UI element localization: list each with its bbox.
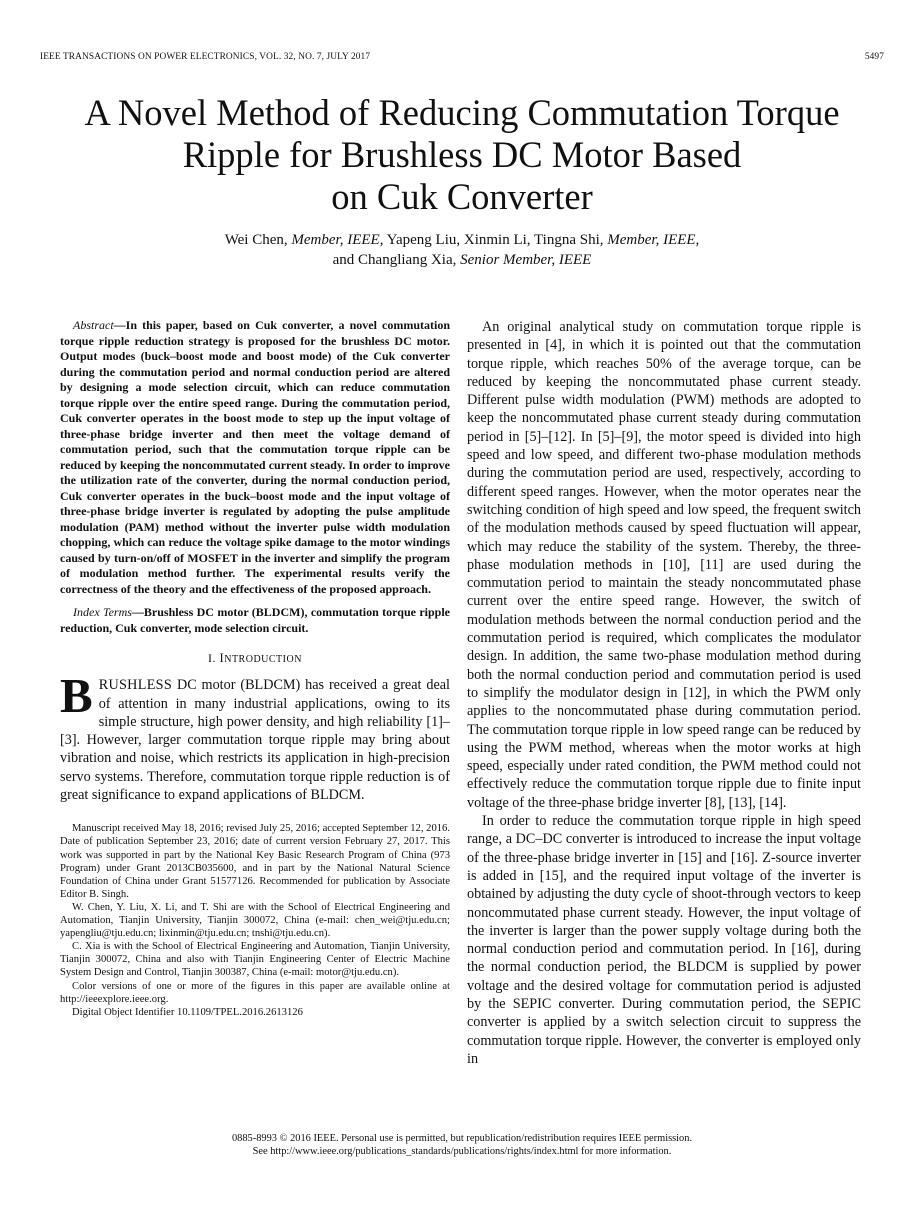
- title-block: [40, 92, 884, 270]
- abstract-text: —In this paper, based on Cuk converter, a novel commutation torque ripple reduction strategy is proposed for the brushless DC motor. Output modes (buck–boost mode and boost mode) of the Cuk converter during the commutation period and normal conduction period are altered by designing a mode selection circuit, which can reduce commutation torque ripple over the entire speed range. During the commutation period, Cuk converter operates in the boost mode to step up the input voltage of three-phase bridge inverter and then meet the voltage demand of commutation period, such that the commutation torque ripple can be reduced by keeping the noncommutated current steady. In order to improve the utilization rate of the converter, during the normal conduction period, Cuk converter operates in the buck–boost mode and the input voltage of three-phase bridge inverter is regulated by adopting the pulse amplitude modulation (PAM) method without the inverter pulse width modulation chopping, which can reduce the voltage spike damage to the motor windings caused by turn-on/off of MOSFET in the inverter and simplify the program of modulation method further. The experimental results verify the correctness of the theory and the effectiveness of the proposed approach.: [60, 318, 450, 596]
- section-number: I.: [208, 651, 220, 665]
- intro-paragraph: [60, 668, 450, 804]
- permissions-line: See http://www.ieee.org/publications_standards/publications/rights/index.html for more information.: [252, 1146, 672, 1157]
- index-terms: [60, 605, 450, 636]
- journal-name: IEEE TRANSACTIONS ON POWER ELECTRONICS, VOL. 32, NO. 7, JULY 2017: [40, 52, 371, 62]
- footnote-affiliation-1: W. Chen, Y. Liu, X. Li, and T. Shi are with the School of Electrical Engineering and Automation, Tianjin University, Tianjin 300072, China (e-mail: chen_wei@tju.edu.cn; yapengliu@tju.edu.cn; lixinmin@tju.edu.cn; tnshi@tju.edu.cn).: [60, 901, 450, 940]
- author-5-role: , Senior Member, IEEE: [452, 252, 592, 268]
- index-terms-label: Index Terms: [73, 605, 132, 619]
- paper-title: [40, 92, 884, 218]
- copyright-footer: [40, 1132, 884, 1158]
- title-line-1: A Novel Method of Reducing Commutation Torque: [84, 92, 840, 133]
- running-head: [40, 52, 884, 62]
- author-list: [40, 230, 884, 270]
- left-column: [60, 318, 450, 1019]
- author-2-4-role: , Member, IEEE,: [599, 232, 700, 248]
- right-column: [467, 318, 861, 1068]
- abstract-label: Abstract: [73, 318, 114, 332]
- intro-smallcaps: RUSHLESS: [98, 677, 173, 694]
- title-line-3: on Cuk Converter: [331, 176, 593, 217]
- footnote-affiliation-2: C. Xia is with the School of Electrical Engineering and Automation, Tianjin University, Tianjin 300072, China and also with Tianjin Engineering Center of Electric Machine System Design and Control, Tianjin 300387, China (e-mail: motor@tju.edu.cn).: [60, 941, 450, 979]
- author-1: Wei Chen: [224, 232, 284, 248]
- section-title-initial: I: [219, 651, 225, 665]
- intro-text: DC motor (BLDCM) has received a great deal of attention in many industrial applications, owing to its simple structure, high power density, and high reliability [1]–[3]. However, larger commutation torque ripple may bring about vibration and noise, which restricts its application in high-precision servo systems. Therefore, commutation torque ripple reduction is of great significance to expand applications of BLDCM.: [60, 677, 450, 804]
- copyright-line: 0885-8993 © 2016 IEEE. Personal use is permitted, but republication/redistribution requires IEEE permission.: [231, 1133, 693, 1144]
- index-terms-text: —Brushless DC motor (BLDCM), commutation torque ripple reduction, Cuk converter, mode selection circuit.: [60, 605, 450, 635]
- title-line-2: Ripple for Brushless DC Motor Based: [182, 134, 742, 175]
- footnotes: [60, 822, 450, 1018]
- author-1-role: , Member, IEEE: [283, 232, 380, 248]
- section-title-rest: NTRODUCTION: [224, 654, 302, 665]
- drop-cap: B: [60, 668, 93, 724]
- abstract: [60, 318, 450, 597]
- author-5: and Changliang Xia: [332, 252, 453, 268]
- body-paragraph-1: An original analytical study on commutation torque ripple is presented in [4], in which it is pointed out that the commutation torque ripple, which reaches 50% of the average torque, can be reduced by keeping the noncommutated phase current steady. Different pulse width modulation (PWM) methods are adopted to keep the noncommutated phase current steady during commutation period in [5]–[12]. In [5]–[9], the motor speed is divided into high speed and low speed, and different two-phase modulation methods during the commutation period are used, respectively, according to different speed ranges. However, when the motor operates near the switching condition of high speed and low speed, the frequent switch of the modulation methods caused by speed fluctuation will appear, which may reduce the stability of the system. Thereby, the three-phase modulation methods in [10], [11] are used during the commutation period to maintain the steady noncommutated phase current over the entire speed range. However, the switch of modulation methods between the normal conduction period and the commutation period is required, which complicates the modulator design. In addition, the same two-phase modulation method during both the normal conduction period and commutation period is used to simplify the modulator design in [12], in which the PWM only applies to the noncommutated phase during commutation period. The commutation torque ripple in low speed range can be reduced by using the PWM method, whereas when the motor works at high speed, especially under rated condition, the PWM method could not effectively reduce the commutation torque ripple due to finite input voltage of the three-phase bridge inverter [8], [13], [14].: [467, 319, 861, 811]
- footnote-manuscript: Manuscript received May 18, 2016; revised July 25, 2016; accepted September 12, 2016. Date of publication September 23, 2016; date of current version February 27, 2017. This work was supported in part by the National Key Basic Research Program of China (973 Program) under Grant 2013CB035600, and in part by the National Natural Science Foundation of China under Grant 51577126. Recommended for publication by Associate Editor B. Singh.: [60, 823, 450, 900]
- footnote-doi: Digital Object Identifier 10.1109/TPEL.2016.2613126: [72, 1006, 303, 1018]
- footnote-color-versions: Color versions of one or more of the figures in this paper are available online at http://ieeexplore.ieee.org.: [60, 980, 450, 1005]
- page-number: 5497: [864, 52, 884, 62]
- body-paragraph-2: In order to reduce the commutation torque ripple in high speed range, a DC–DC converter is introduced to increase the input voltage of the three-phase bridge inverter in [15] and [16]. Z-source inverter is added in [15], and the required input voltage of the inverter is obtained by adjusting the duty cycle of shoot-through vectors to keep noncommutated phase current steady. However, the input voltage of the inverter is larger than the power supply voltage during both the normal conduction period and commutation period. In [16], during the normal conduction period, the BLDCM is supplied by power voltage and the desired voltage for commutation period is adjusted by the SEPIC converter. During commutation period, the SEPIC converter is applied by a switch selection circuit to suppress the commutation torque ripple. However, the converter is employed only in: [467, 813, 861, 1067]
- author-2-4: , Yapeng Liu, Xinmin Li, Tingna Shi: [379, 232, 600, 248]
- section-heading-introduction: [60, 649, 450, 669]
